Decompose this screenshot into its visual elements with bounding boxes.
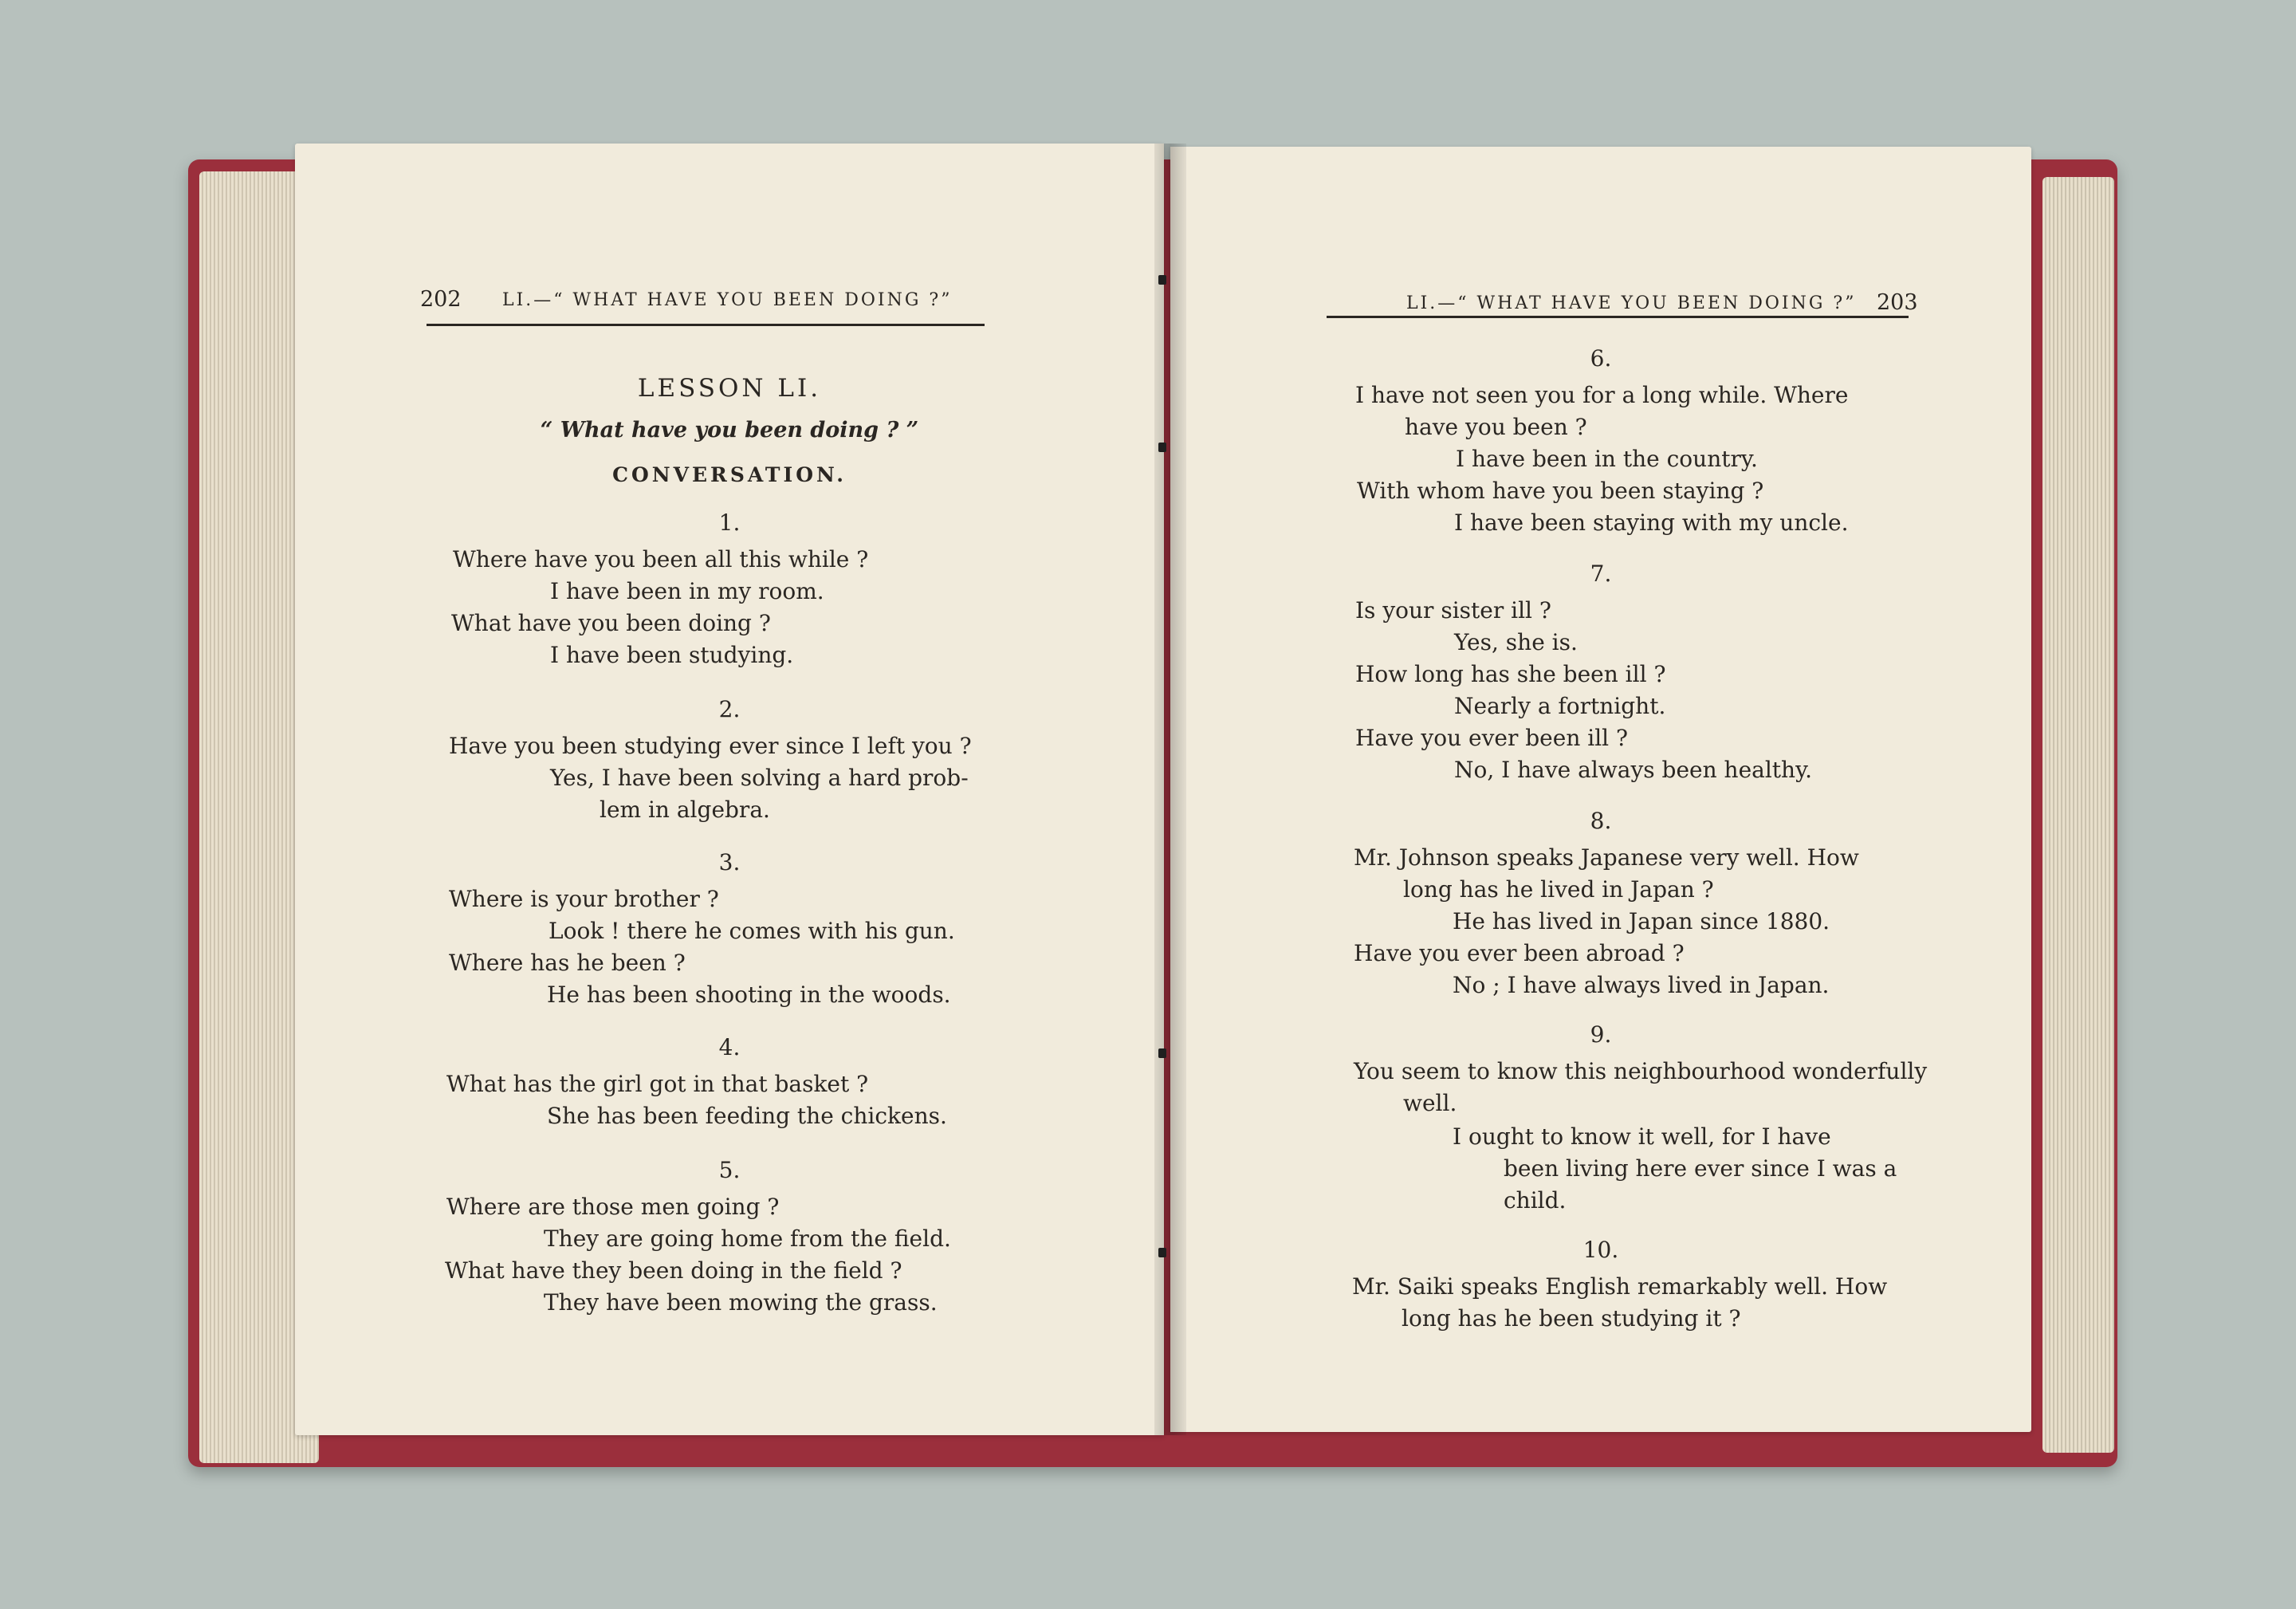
question-line: What have you been doing ? xyxy=(451,610,771,636)
section-number: 6. xyxy=(1590,345,1612,372)
answer-line: Look ! there he comes with his gun. xyxy=(548,918,955,944)
question-line: With whom have you been staying ? xyxy=(1357,478,1764,504)
binding-stitch xyxy=(1158,1048,1166,1058)
answer-line: Yes, she is. xyxy=(1454,629,1578,655)
question-line: What has the girl got in that basket ? xyxy=(446,1071,869,1097)
answer-line: Nearly a fortnight. xyxy=(1454,693,1666,719)
question-line: Where has he been ? xyxy=(449,950,686,976)
answer-line: been living here ever since I was a xyxy=(1504,1155,1897,1182)
question-line: long has he lived in Japan ? xyxy=(1403,876,1714,903)
answer-line: lem in algebra. xyxy=(600,797,770,823)
answer-line: They have been mowing the grass. xyxy=(544,1289,938,1316)
lesson-subtitle: “ What have you been doing ? ” xyxy=(540,418,919,443)
section-number: 5. xyxy=(718,1157,741,1183)
binding-stitch xyxy=(1158,1248,1166,1257)
section-heading: CONVERSATION. xyxy=(612,463,847,486)
section-number: 3. xyxy=(718,849,741,875)
question-line: I have not seen you for a long while. Where xyxy=(1355,382,1849,408)
lesson-title: LESSON LI. xyxy=(637,374,822,403)
answer-line: I have been in my room. xyxy=(550,578,824,604)
header-rule xyxy=(427,324,985,326)
running-head: LI.—“ WHAT HAVE YOU BEEN DOING ?” xyxy=(502,290,953,310)
question-line: Mr. Saiki speaks English remarkably well. How xyxy=(1352,1273,1888,1300)
question-line: well. xyxy=(1403,1090,1457,1116)
section-number: 9. xyxy=(1590,1021,1612,1048)
question-line: have you been ? xyxy=(1405,414,1587,440)
page-number: 203 xyxy=(1877,290,1918,315)
question-line: Where is your brother ? xyxy=(449,886,719,912)
question-line: How long has she been ill ? xyxy=(1355,661,1666,687)
answer-line: He has been shooting in the woods. xyxy=(547,982,951,1008)
answer-line: I have been studying. xyxy=(550,642,794,668)
answer-line: I have been staying with my uncle. xyxy=(1454,509,1849,536)
question-line: You seem to know this neighbourhood wonderfully xyxy=(1354,1058,1928,1084)
answer-line: I ought to know it well, for I have xyxy=(1453,1123,1831,1150)
book-gutter xyxy=(1154,144,1186,1435)
header-rule xyxy=(1327,316,1909,318)
page-edges-right xyxy=(2042,177,2114,1453)
section-number: 2. xyxy=(718,696,741,722)
section-number: 8. xyxy=(1590,808,1612,834)
binding-stitch xyxy=(1158,275,1166,285)
question-line: Where are those men going ? xyxy=(446,1194,780,1220)
binding-stitch xyxy=(1158,443,1166,452)
section-number: 7. xyxy=(1590,561,1612,587)
page-number: 202 xyxy=(420,287,462,312)
answer-line: They are going home from the field. xyxy=(544,1225,951,1252)
answer-line: I have been in the country. xyxy=(1456,446,1758,472)
question-line: Have you been studying ever since I left you ? xyxy=(449,733,972,759)
section-number: 4. xyxy=(718,1034,741,1060)
question-line: Have you ever been abroad ? xyxy=(1354,940,1685,966)
answer-line: No ; I have always lived in Japan. xyxy=(1453,972,1830,998)
right-page xyxy=(1170,147,2031,1432)
question-line: Mr. Johnson speaks Japanese very well. How xyxy=(1354,844,1859,871)
question-line: Have you ever been ill ? xyxy=(1355,725,1629,751)
question-line: What have they been doing in the field ? xyxy=(445,1257,902,1284)
section-number: 1. xyxy=(718,509,741,536)
question-line: long has he been studying it ? xyxy=(1402,1305,1741,1332)
answer-line: No, I have always been healthy. xyxy=(1454,757,1813,783)
section-number: 10. xyxy=(1582,1237,1619,1263)
answer-line: child. xyxy=(1504,1187,1567,1214)
running-head: LI.—“ WHAT HAVE YOU BEEN DOING ?” xyxy=(1406,293,1857,313)
answer-line: He has lived in Japan since 1880. xyxy=(1453,908,1830,934)
question-line: Is your sister ill ? xyxy=(1355,597,1551,624)
answer-line: She has been feeding the chickens. xyxy=(547,1103,947,1129)
question-line: Where have you been all this while ? xyxy=(453,546,869,572)
left-page xyxy=(295,144,1164,1435)
answer-line: Yes, I have been solving a hard prob- xyxy=(550,765,969,791)
